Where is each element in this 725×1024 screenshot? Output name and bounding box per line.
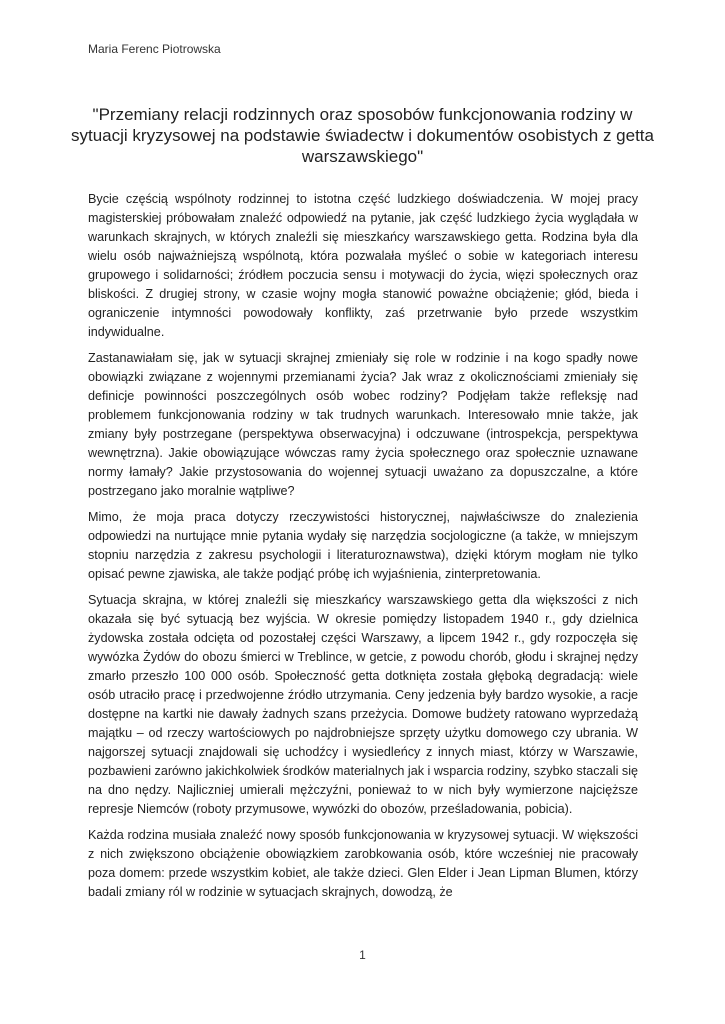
paragraph: Zastanawiałam się, jak w sytuacji skrajnej zmieniały się role w rodzinie i na kogo spadły nowe obowiązki związane z wojennymi przemianami życia? Jak wraz z okolicznościami zmieniały się definicje powinności poszczególnych osób wobec rodziny? Podjęłam także refleksję nad problemem funkcjonowania rodziny w tak trudnych warunkach. Interesowało mnie także, jak zmiany były postrzegane (perspektywa obserwacyjna) i odczuwane (introspekcja, perspektywa wewnętrzna). Jakie obowiązujące wówczas ramy życia społecznego oraz społecznie uznawane normy łamały? Jakie przystosowania do wojennej sytuacji uważano za dopuszczalne, a które postrzegano jako moralnie wątpliwe?	[88, 351, 638, 498]
document-title: "Przemiany relacji rodzinnych oraz sposobów funkcjonowania rodziny w sytuacji kryzysowej na podstawie świadectw i dokumentów osobistych z getta warszawskiego"	[71, 105, 654, 166]
paragraph: Bycie częścią wspólnoty rodzinnej to istotna część ludzkiego doświadczenia. W mojej pracy magisterskiej próbowałam znaleźć odpowiedź na pytanie, jak część ludzkiego życia wyglądała w warunkach skrajnych, w których znaleźli się mieszkańcy warszawskiego getta. Rodzina była dla wielu osób najważniejszą wspólnotą, która pozwalała myśleć o sobie w kategoriach interesu grupowego i solidarności; źródłem poczucia sensu i motywacji do życia, więzi społecznych oraz bliskości. Z drugiej strony, w czasie wojny mogła stanowić poważne obciążenie; głód, bieda i ograniczenie intymności powodowały konflikty, zaś przetrwanie było przede wszystkim indywidualne.	[88, 192, 638, 339]
paragraph: Każda rodzina musiała znaleźć nowy sposób funkcjonowania w kryzysowej sytuacji. W większości z nich zwiększono obciążenie obowiązkiem zarobkowania osób, które wcześniej nie pracowały poza domem: przede wszystkim kobiet, ale także dzieci. Glen Elder i Jean Lipman Blumen, którzy badali zmiany ról w rodzinie w sytuacjach skrajnych, dowodzą, że	[88, 828, 638, 899]
paragraph: Mimo, że moja praca dotyczy rzeczywistości historycznej, najwłaściwsze do znalezienia odpowiedzi na nurtujące mnie pytania wydały się narzędzia socjologiczne (a także, w mniejszym stopniu narzędzia z zakresu psychologii i literaturoznawstwa), dzięki którym mogłam nie tylko opisać pewne zjawiska, ale także podjąć próbę ich wyjaśnienia, zinterpretowania.	[88, 510, 638, 581]
document-body	[88, 190, 638, 909]
page-number: 1	[359, 948, 366, 962]
paragraph: Sytuacja skrajna, w której znaleźli się mieszkańcy warszawskiego getta dla większości z nich okazała się być sytuacją bez wyjścia. W okresie pomiędzy listopadem 1940 r., gdy dzielnica żydowska została odcięta od pozostałej części Warszawy, a lipcem 1942 r., gdy rozpoczęła się wywózka Żydów do obozu śmierci w Treblince, w getcie, z powodu chorób, głodu i skrajnej nędzy zmarło przeszło 100 000 osób. Społeczność getta dotknięta została głęboką degradacją: wiele osób utraciło pracę i przedwojenne źródło utrzymania. Ceny jedzenia były bardzo wysokie, a racje dostępne na kartki nie dawały żadnych szans przeżycia. Domowe budżety ratowano wyprzedażą majątku – od rzeczy wartościowych po najdrobniejsze sprzęty użytku domowego czy ubrania. W najgorszej sytuacji znajdowali się uchodźcy i wysiedleńcy z innych miast, którzy w Warszawie, pozbawieni zarówno jakichkolwiek środków materialnych jak i wsparcia rodziny, szybko staczali się na dno nędzy. Najliczniej umierali mężczyźni, ponieważ to w nich były wymierzone najcięższe represje Niemców (roboty przymusowe, wywózki do obozów, prześladowania, pobicia).	[88, 593, 638, 816]
header-author: Maria Ferenc Piotrowska	[88, 42, 221, 56]
